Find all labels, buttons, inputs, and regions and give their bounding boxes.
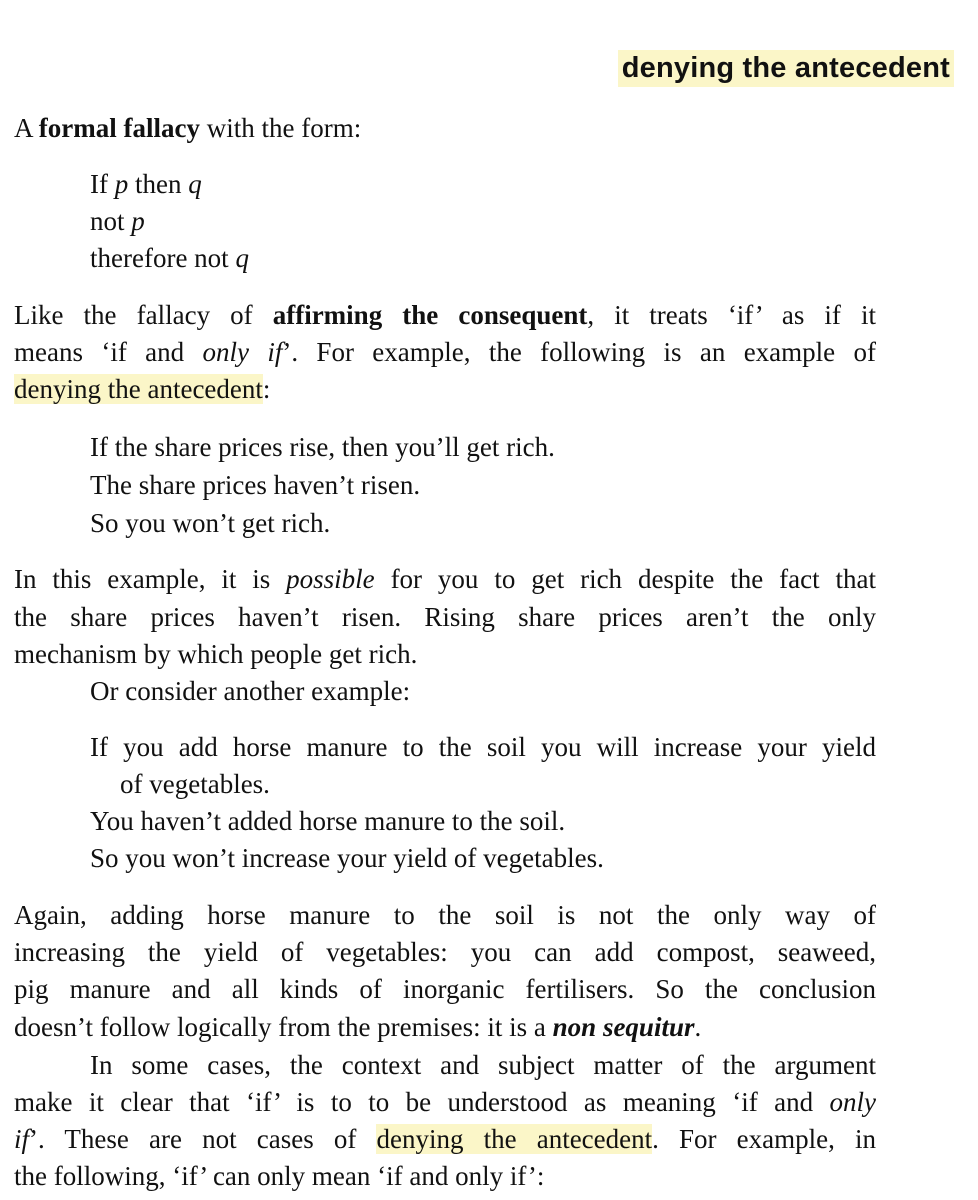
entry-heading: denying the antecedent (618, 50, 954, 87)
cross-reference-affirming-the-consequent[interactable]: affirming the consequent (272, 300, 588, 330)
highlight-denying-the-antecedent-2: denying the antecedent (376, 1124, 653, 1154)
para1-line2: means ‘if and only if’. For example, the following is an example of (14, 337, 876, 367)
example2-line3: You haven’t added horse manure to the soil. (90, 806, 566, 836)
para4-line1: In some cases, the context and subject matter of the argument (90, 1050, 876, 1080)
form-line-1: If p then q (90, 169, 202, 199)
para4-line2: make it clear that ‘if’ is to to be understood as meaning ‘if and only (14, 1087, 877, 1117)
example2-line2: of vegetables. (120, 769, 270, 799)
para3-line1: Again, adding horse manure to the soil is not the only way of (14, 900, 876, 930)
para4-line3: if’. These are not cases of denying the antecedent. For example, in (14, 1124, 877, 1154)
example1-line3: So you won’t get rich. (90, 508, 331, 538)
para2-line3: mechanism by which people get rich. (14, 639, 418, 669)
example2-line1: If you add horse manure to the soil you will increase your yield (90, 732, 876, 762)
highlight-denying-the-antecedent: denying the antecedent (14, 374, 263, 404)
para2-line2: the share prices haven’t risen. Rising share prices aren’t the only (14, 602, 876, 632)
para1-line1: Like the fallacy of affirming the consequent, it treats ‘if’ as if it (14, 300, 876, 330)
example1-line1: If the share prices rise, then you’ll get rich. (90, 432, 555, 462)
para1-line3: denying the antecedent: (14, 374, 271, 404)
example1-line2: The share prices haven’t risen. (90, 470, 421, 500)
form-line-3: therefore not q (90, 243, 249, 273)
para2-line4: Or consider another example: (90, 676, 411, 706)
para4-line4: the following, ‘if’ can only mean ‘if and only if’: (14, 1161, 545, 1191)
para3-line4: doesn’t follow logically from the premises: it is a non sequitur. (14, 1012, 702, 1042)
intro-line: A formal fallacy with the form: (14, 113, 362, 143)
cross-reference-non-sequitur[interactable]: non sequitur (552, 1012, 695, 1042)
cross-reference-formal-fallacy[interactable]: formal fallacy (38, 113, 200, 143)
form-line-2: not p (90, 206, 145, 236)
para3-line3: pig manure and all kinds of inorganic fertilisers. So the conclusion (14, 974, 876, 1004)
para3-line2: increasing the yield of vegetables: you can add compost, seaweed, (14, 937, 876, 967)
para2-line1: In this example, it is possible for you to get rich despite the fact that (14, 564, 877, 594)
example2-line4: So you won’t increase your yield of vegetables. (90, 843, 604, 873)
